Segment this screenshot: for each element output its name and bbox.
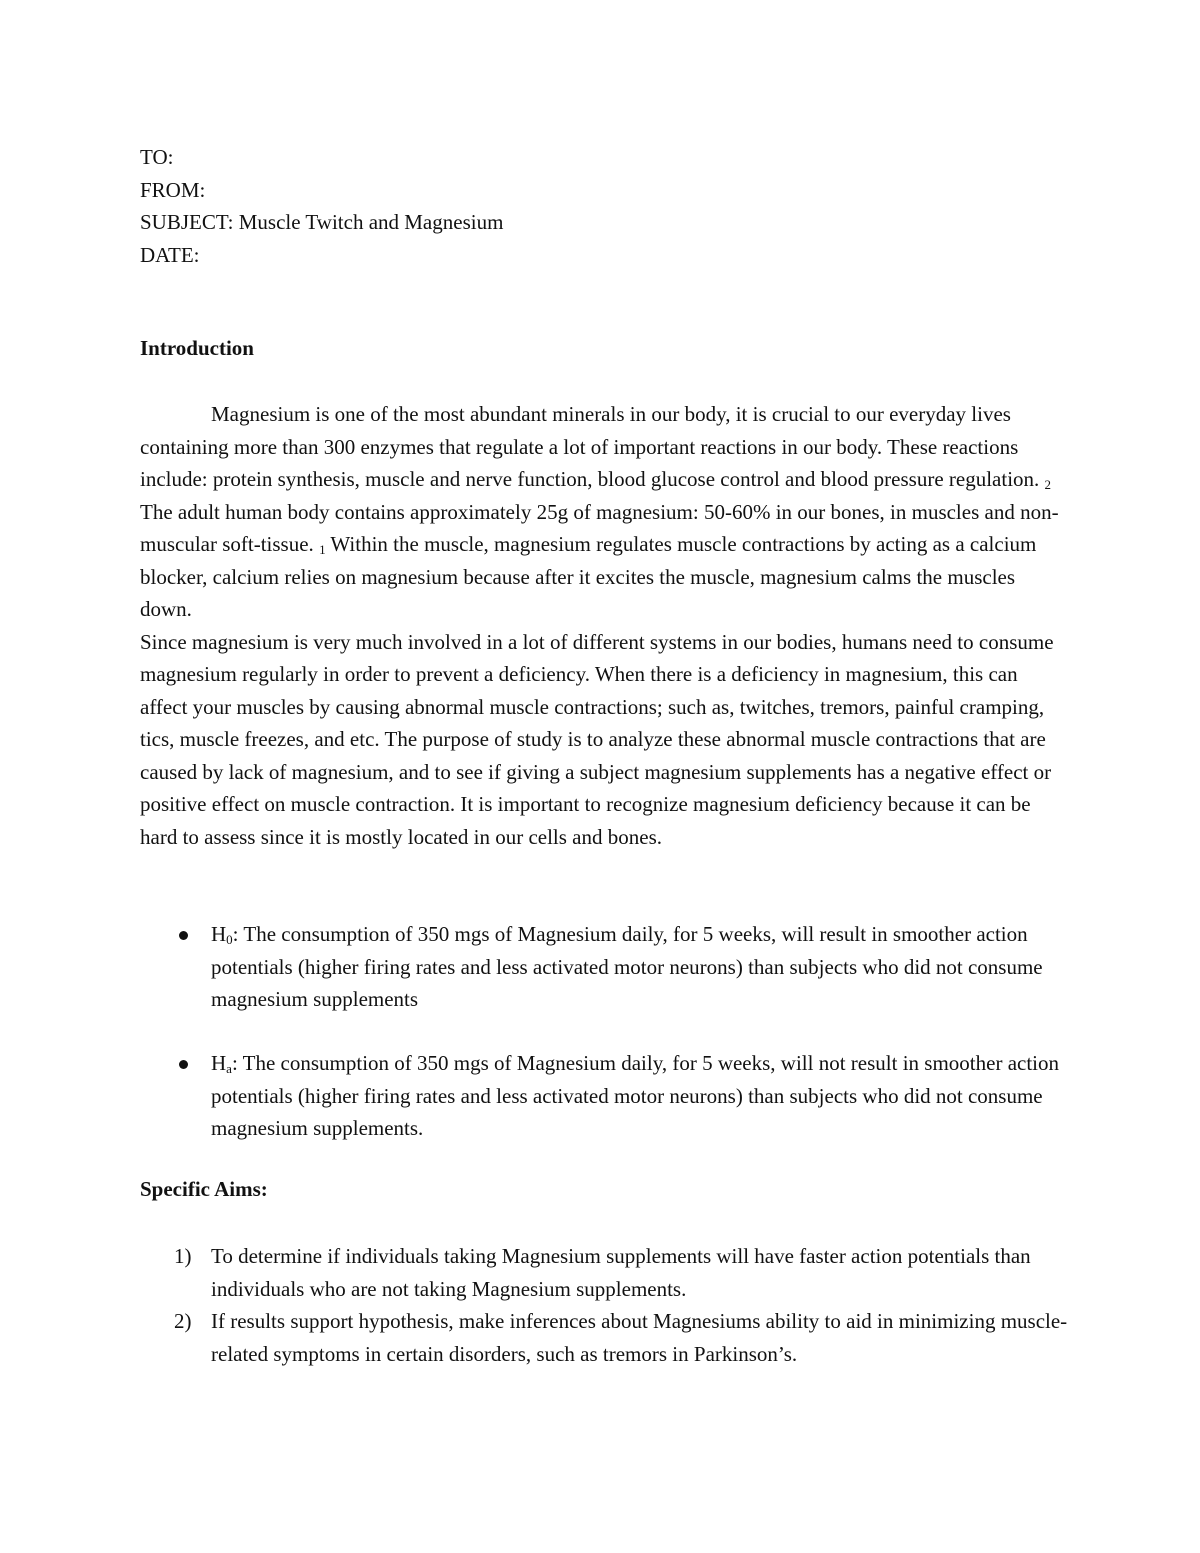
list-item [140,918,1070,1016]
intro-text-2: The adult human body contains approximately 25g of magnesium: 50-60% in our bones, in muscles and non-muscular soft-tissue. [140,499,1059,556]
introduction-paragraph-1 [140,398,1070,626]
aim-number: 2) [174,1309,192,1333]
hypothesis-null [140,918,1070,1016]
introduction-body [140,398,1070,853]
introduction-paragraph-2: Since magnesium is very much involved in a lot of different systems in our bodies, humans need to consume magnesium regularly in order to prevent a deficiency. When there is a deficiency in magnesium, this can affect your muscles by causing abnormal muscle contractions; such as, twitches, tremors, painful cramping, tics, muscle freezes, and etc. The purpose of study is to analyze these abnormal muscle contractions that are caused by lack of magnesium, and to see if giving a subject magnesium supplements has a negative effect or positive effect on muscle contraction. It is important to recognize magnesium deficiency because it can be hard to assess since it is mostly located in our cells and bones. [140,629,1054,849]
aim-text: If results support hypothesis, make inferences about Magnesiums ability to aid in minimizing muscle-related symptoms in certain disorders, such as tremors in Parkinson’s. [211,1309,1068,1366]
intro-text-1: Magnesium is one of the most abundant minerals in our body, it is crucial to our everyday lives containing more than 300 enzymes that regulate a lot of important reactions in our body. These reactions include: protein synthesis, muscle and nerve function, blood glucose control and blood pressure regulation. [140,402,1045,491]
hypothesis-subscript: a [226,1061,232,1076]
memo-header [140,141,503,271]
list-item [140,1240,1070,1305]
memo-to: TO: [140,145,174,169]
specific-aims-list [140,1240,1070,1370]
hypothesis-text: : The consumption of 350 mgs of Magnesium daily, for 5 weeks, will result in smoother action potentials (higher firing rates and less activated motor neurons) than subjects who did not consume magnesium supplements [211,922,1043,1011]
memo-subject-label: SUBJECT: [140,210,234,234]
hypothesis-text: : The consumption of 350 mgs of Magnesium daily, for 5 weeks, will not result in smoother action potentials (higher firing rates and less activated motor neurons) than subjects who did not consume magnesium supplements. [211,1051,1060,1140]
citation-1: 1 [319,542,326,557]
hypothesis-symbol: H [211,922,227,946]
memo-from: FROM: [140,177,206,202]
aim-text: To determine if individuals taking Magnesium supplements will have faster action potentials than individuals who are not taking Magnesium supplements. [211,1244,1031,1301]
aim-number: 1) [174,1244,192,1268]
list-item [140,1047,1070,1145]
memo-date: DATE: [140,242,200,267]
bullet-icon [179,1060,188,1069]
introduction-heading: Introduction [140,336,254,360]
list-item [140,1305,1070,1370]
specific-aims-heading: Specific Aims: [140,1177,268,1201]
citation-2: 2 [1044,477,1052,492]
hypothesis-alternative [140,1047,1070,1145]
memo-subject-value: Muscle Twitch and Magnesium [238,210,504,234]
hypothesis-symbol: H [211,1051,227,1075]
intro-text-3: Within the muscle, magnesium regulates muscle contractions by acting as a calcium blocker, calcium relies on magnesium because after it excites the muscle, magnesium calms the muscles down. [140,532,1037,621]
bullet-icon [179,931,188,940]
memo-subject [140,206,503,239]
hypothesis-subscript: 0 [226,932,233,947]
